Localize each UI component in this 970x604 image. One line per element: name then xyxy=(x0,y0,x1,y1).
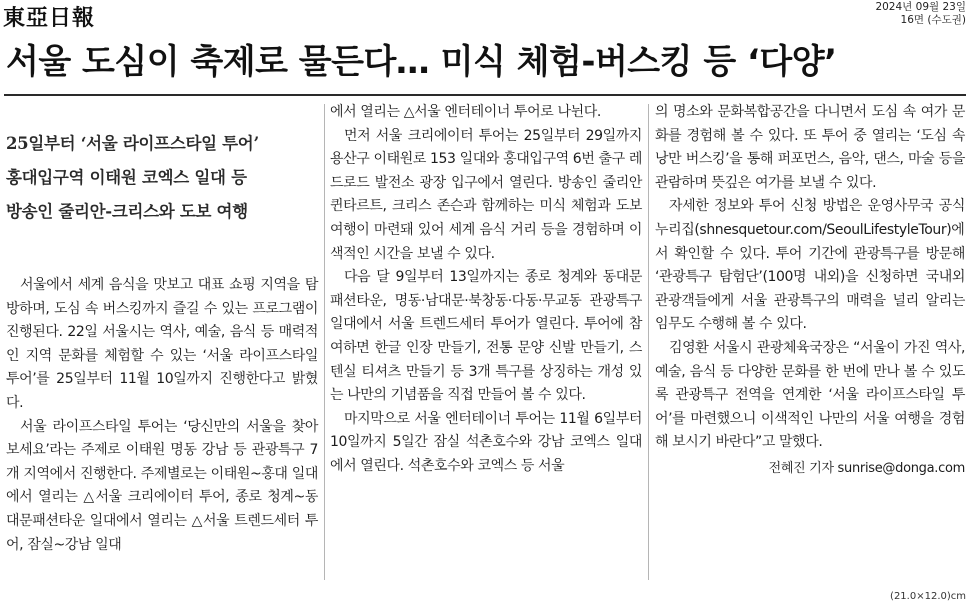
headline-divider xyxy=(4,94,966,96)
subheadline: 홍대입구역 이태원 코엑스 일대 등 xyxy=(6,168,247,187)
body-paragraph: 마지막으로 서울 엔터테이너 투어는 11월 6일부터 10일까지 5일간 잠실 석촌호수와 강남 코엑스 일대에서 열린다. 석촌호수와 코엑스 등 서울 xyxy=(330,410,642,474)
article-column-2 xyxy=(330,101,642,479)
article-column-3 xyxy=(655,101,965,481)
body-paragraph: 에서 열리는 △서울 엔터테이너 투어로 나뉜다. xyxy=(330,104,601,120)
body-paragraph: 자세한 정보와 투어 신청 방법은 운영사무국 공식 누리집(shnesquetour.com/SeoulLifestyleTour)에서 확인할 수 있다. 투어 기간에 관광특구를 방문해 ‘관광특구 탐험단’(100명 내외)을 신청하면 국내외 관광객들에게 서울 관광특구의 매력을 널리 알리는 임무도 수행해 볼 수 있다. xyxy=(655,198,965,333)
body-paragraph: 서울 라이프스타일 투어는 ‘당신만의 서울을 찾아보세요’라는 주제로 이태원 명동 강남 등 관광특구 7개 지역에서 진행한다. 주제별로는 이태원~홍대 일대에서 열리는 △서울 크리에이터 투어, 종로 청계~동대문패션타운 일대에서 열리는 △서울 트렌드세터 투어, 잠실~강남 일대 xyxy=(6,418,318,553)
subheadline: 방송인 줄리안-크리스와 도보 여행 xyxy=(6,202,248,221)
page-header xyxy=(0,0,970,30)
publication-date: 2024년 09월 23일 xyxy=(875,1,966,13)
body-paragraph: 서울에서 세계 음식을 맛보고 대표 쇼핑 지역을 탐방하며, 도심 속 버스킹까지 즐길 수 있는 프로그램이 진행된다. 22일 서울시는 역사, 예술, 음식 등 매력적인 지역 문화를 체험할 수 있는 ‘서울 라이프스타일 투어’를 25일부터 11월 10일까지 진행한다고 밝혔다. xyxy=(6,277,318,411)
body-paragraph: 김영환 서울시 관광체육국장은 “서울이 가진 역사, 예술, 음식 등 다양한 문화를 한 번에 만나 볼 수 있도록 관광특구 전역을 연계한 ‘서울 라이프스타일 투어’를 마련했으니 이색적인 나만의 서울 여행을 경험해 보시기 바란다”고 말했다. xyxy=(655,339,965,451)
body-paragraph: 먼저 서울 크리에이터 투어는 25일부터 29일까지 용산구 이태원로 153 일대와 홍대입구역 6번 출구 레드로드 발전소 광장 입구에서 열린다. 방송인 줄리안 퀸타르트, 크리스 존슨과 함께하는 미식 체험과 도보 여행이 마련돼 있어 세계 음식 거리 등을 경험하며 이색적인 시간을 보낼 수 있다. xyxy=(330,127,642,262)
subheadline: 25일부터 ‘서울 라이프스타일 투어’ xyxy=(6,134,259,153)
article-byline: 전혜진 기자 sunrise@donga.com xyxy=(768,460,965,476)
newspaper-masthead: 東亞日報 xyxy=(3,5,96,31)
article-column-1 xyxy=(6,101,318,557)
body-paragraph: 다음 달 9일부터 13일까지는 종로 청계와 동대문패션타운, 명동·남대문·북창동·다동·무교동 관광특구 일대에서 서울 트렌드세터 투어가 열린다. 투어에 참여하면 한글 인장 만들기, 전통 문양 신발 만들기, 스텐실 티셔츠 만들기 등 3개 특구를 상징하는 개성 있는 나만의 기념품을 직접 만들어 볼 수 있다. xyxy=(330,269,642,404)
body-paragraph: 의 명소와 문화복합공간을 다니면서 도심 속 여가 문화를 경험해 볼 수 있다. 또 투어 중 열리는 ‘도심 속 낭만 버스킹’을 통해 퍼포먼스, 음악, 댄스, 마술 등을 관람하며 뜻깊은 여가를 보낼 수 있다. xyxy=(655,104,965,191)
column-divider xyxy=(324,104,325,580)
column-divider xyxy=(648,104,649,580)
publication-meta xyxy=(875,1,966,27)
page-number: 16면 (수도권) xyxy=(900,14,966,26)
article-headline: 서울 도심이 축제로 물든다… 미식 체험-버스킹 등 ‘다양’ xyxy=(6,42,837,82)
subheadline-block xyxy=(6,127,318,229)
clipping-size-note: (21.0×12.0)cm xyxy=(890,591,966,602)
